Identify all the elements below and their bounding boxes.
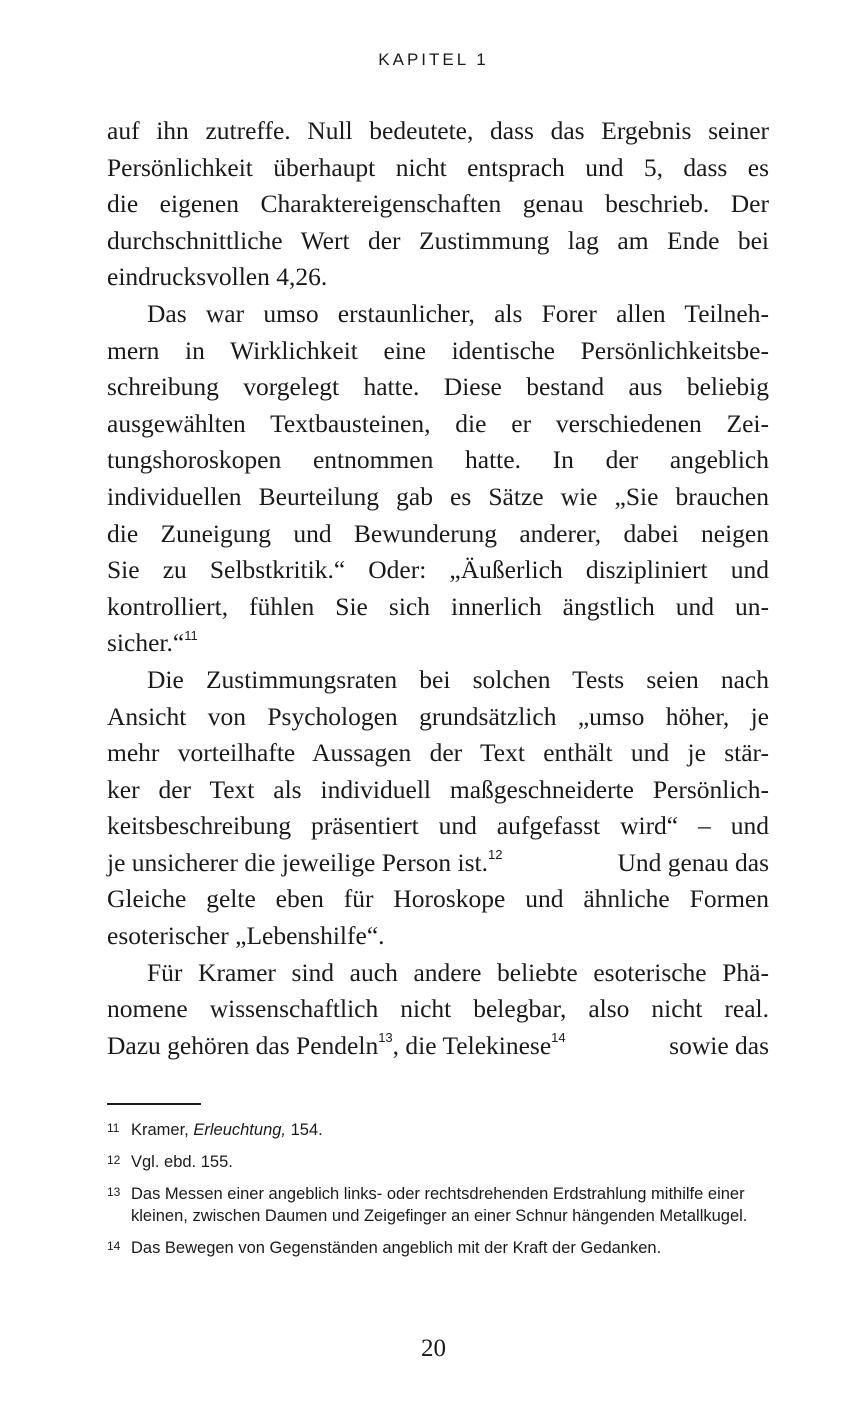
footnote-number: 12 [107,1153,121,1167]
text-line: Sie zu Selbstkritik.“ Oder: „Äußerlich diszipliniert und [107,555,769,585]
footnote-text: Das Messen einer angeblich links- oder rechtsdrehenden Erdstrahlung mithilfe einer kleinen, zwischen Daumen und Zeigefinger an einer Schnur hängenden Metallkugel. [131,1185,748,1225]
footnote-number: 13 [107,1185,121,1199]
text-fragment: je unsicherer die jeweilige Person ist. [107,847,488,877]
footnote-divider [107,1103,201,1105]
text-fragment: Und genau das [617,847,769,877]
text-line: Gleiche gelte eben für Horoskope und ähnliche Formen [107,884,769,914]
footnote-ref-14[interactable]: 14 [551,1030,566,1046]
text-line: die Zuneigung und Bewunderung anderer, dabei neigen [107,518,769,548]
body-text [107,113,769,1064]
footnote-ref-11[interactable]: 11 [184,627,198,643]
text-line: durchschnittliche Wert der Zustimmung lag am Ende bei [107,225,769,255]
text-line [107,845,769,882]
text-line: schreibung vorgelegt hatte. Diese bestand aus beliebig [107,372,769,402]
text-fragment: sowie das [669,1030,769,1060]
text-line: esoterischer „Lebenshilfe“. [107,921,385,951]
footnote-number: 11 [107,1121,120,1135]
text-fragment: 154. [286,1121,323,1139]
text-line: Persönlichkeit überhaupt nicht entsprach und 5, dass es [107,152,769,182]
paragraph-3 [107,662,769,955]
text-line: Die Zustimmungsraten bei solchen Tests seien nach [147,664,769,694]
footnote-text: Vgl. ebd. 155. [131,1153,233,1171]
text-line: Das war umso erstaunlicher, als Forer allen Teilneh- [147,298,769,328]
text-line: eindrucksvollen 4,26. [107,262,328,292]
footnote-ref-13[interactable]: 13 [378,1030,393,1046]
text-line: Für Kramer sind auch andere beliebte esoterische Phä- [147,957,769,987]
text-line: ker der Text als individuell maßgeschneiderte Persönlich- [107,774,769,804]
footnote-ref-12[interactable]: 12 [487,847,503,863]
text-fragment: Kramer, [131,1121,194,1139]
text-line: auf ihn zutreffe. Null bedeutete, dass das Ergebnis seiner [107,116,769,145]
page-number: 20 [421,1335,446,1362]
footnote-text [131,1119,769,1141]
text-line [107,1028,769,1065]
footnote-13 [107,1183,769,1227]
paragraph-4 [107,955,769,1065]
paragraph-2 [107,296,769,662]
footnotes [107,1119,769,1269]
text-fragment: sicher.“ [107,628,185,658]
footnote-11 [107,1119,769,1141]
footnote-14 [107,1237,769,1259]
text-line: kontrolliert, fühlen Sie sich innerlich ängstlich und un- [107,591,769,621]
text-fragment [107,845,502,882]
text-line: mehr vorteilhafte Aussagen der Text enthält und je stär- [107,738,769,768]
text-line: ausgewählten Textbausteinen, die er verschiedenen Zei- [107,408,769,438]
text-line: tungshoroskopen entnommen hatte. In der angeblich [107,445,769,475]
text-line: nomene wissenschaftlich nicht belegbar, also nicht real. [107,994,769,1024]
text-line: die eigenen Charaktereigenschaften genau beschrieb. Der [107,189,769,219]
footnote-12 [107,1151,769,1173]
running-head: KAPITEL 1 [378,50,489,69]
text-line [107,625,769,662]
text-line: keitsbeschreibung präsentiert und aufgefasst wird“ – und [107,811,769,841]
footnote-number: 14 [107,1239,121,1253]
text-line: Ansicht von Psychologen grundsätzlich „umso höher, je [107,701,769,731]
footnote-text: Das Bewegen von Gegenständen angeblich mit der Kraft der Gedanken. [131,1239,662,1257]
text-line: individuellen Beurteilung gab es Sätze wie „Sie brauchen [107,481,769,511]
paragraph-1 [107,113,769,296]
text-line: mern in Wirklichkeit eine identische Persönlichkeitsbe- [107,335,769,365]
text-fragment: , die Telekinese [392,1030,552,1060]
text-fragment: Dazu gehören das Pendeln [107,1030,379,1060]
text-fragment [107,1028,566,1065]
text-fragment-italic: Erleuchtung, [193,1121,287,1139]
